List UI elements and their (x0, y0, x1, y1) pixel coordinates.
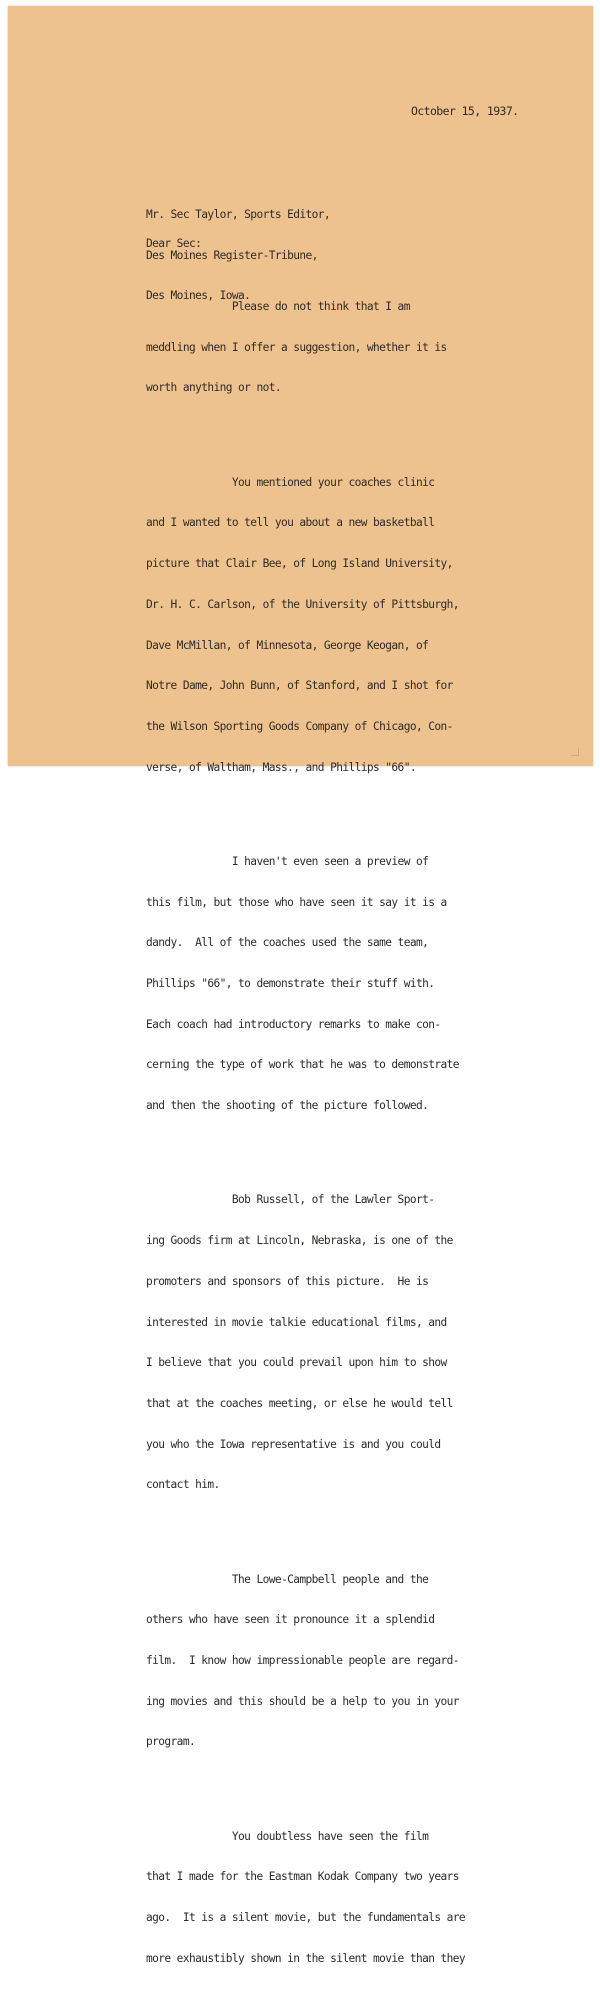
body-line: You mentioned your coaches clinic (146, 475, 435, 489)
body-line: Notre Dame, John Bunn, of Stanford, and I shot for (146, 679, 453, 693)
body-line: worth anything or not. (146, 381, 281, 395)
body-line: Please do not think that I am (146, 300, 410, 313)
letter-page (8, 6, 593, 1965)
body-line: Dr. H. C. Carlson, of the University of Pittsburgh, (146, 597, 459, 611)
body-line: ing Goods firm at Lincoln, Nebraska, is one of the (146, 1234, 453, 1248)
body-line: that I made for the Eastman Kodak Company two years (146, 1870, 459, 1884)
paragraph-gap (146, 801, 465, 816)
body-line: promoters and sponsors of this picture. He is (146, 1274, 429, 1288)
body-line: interested in movie talkie educational films, and (146, 1315, 447, 1329)
body-line: meddling when I offer a suggestion, whether it is (146, 340, 447, 354)
body-line: contact him. (146, 1478, 220, 1492)
body-line: ing movies and this should be a help to you in your (146, 1694, 459, 1708)
body-line: Dave McMillan, of Minnesota, George Keogan, of (146, 638, 429, 652)
body-line: and I wanted to tell you about a new basketball (146, 516, 435, 530)
address-line: Mr. Sec Taylor, Sports Editor, (146, 208, 331, 221)
body-line: verse, of Waltham, Mass., and Phillips "66". (146, 760, 416, 774)
body-line: I haven't even seen a preview of (146, 854, 429, 868)
body-line: film. I know how impressionable people are regard- (146, 1654, 459, 1667)
body-line: cerning the type of work that he was to demonstrate (146, 1058, 459, 1072)
body-line: ago. It is a silent movie, but the fundamentals are (146, 1911, 466, 1925)
body-line: and then the shooting of the picture followed. (146, 1099, 429, 1113)
body-line: picture that Clair Bee, of Long Island University, (146, 557, 453, 571)
address-line: Des Moines, Iowa. (146, 289, 251, 303)
paragraph-gap (146, 1140, 465, 1155)
body-line: Each coach had introductory remarks to make con- (146, 1017, 441, 1031)
page-corner-mark (571, 748, 579, 756)
body-line: dandy. All of the coaches used the same team, (146, 936, 429, 950)
letter-date: October 15, 1937. (411, 104, 519, 118)
paragraph-gap (146, 1776, 465, 1791)
body-line: Bob Russell, of the Lawler Sport- (146, 1193, 435, 1207)
body-line: Phillips "66", to demonstrate their stuff with. (146, 977, 435, 990)
body-line: I believe that you could prevail upon him to show (146, 1356, 447, 1370)
body-line: program. (146, 1735, 196, 1749)
salutation: Dear Sec: (146, 237, 202, 250)
body-line: that at the coaches meeting, or else he would tell (146, 1396, 453, 1410)
body-line: more exhaustibly shown in the silent movie than they (146, 1951, 466, 1965)
paragraph-gap (146, 422, 465, 437)
paragraph-gap (146, 1519, 465, 1534)
letter-body (146, 261, 465, 1993)
body-line: this film, but those who have seen it say it is a (146, 895, 447, 909)
address-line: Des Moines Register-Tribune, (146, 248, 318, 262)
body-line: the Wilson Sporting Goods Company of Chicago, Con- (146, 719, 453, 733)
body-line: you who the Iowa representative is and you could (146, 1437, 441, 1451)
body-line: The Lowe-Campbell people and the (146, 1572, 429, 1586)
body-line: You doubtless have seen the film (146, 1829, 429, 1843)
body-line: others who have seen it pronounce it a splendid (146, 1613, 435, 1627)
